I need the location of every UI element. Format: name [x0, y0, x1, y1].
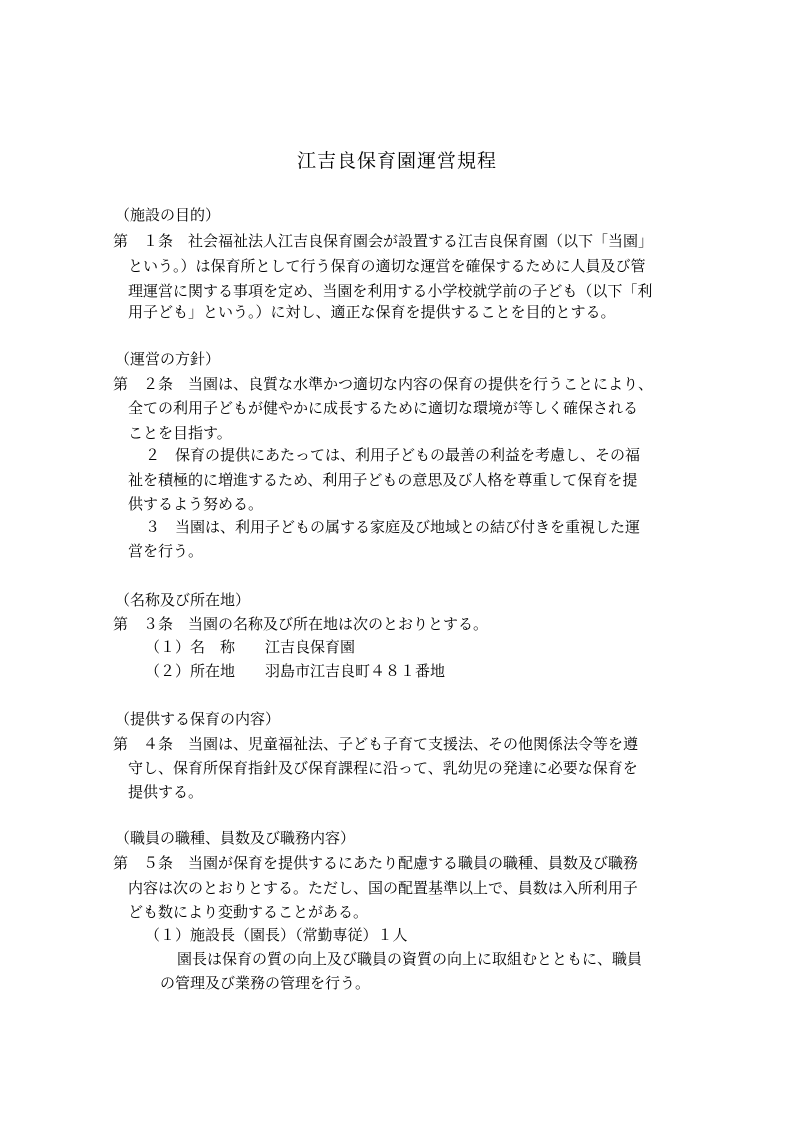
article-line: 全ての利用子どもが健やかに成長するために適切な環境が等しく確保される [128, 399, 639, 417]
article-line: の管理及び業務の管理を行う。 [160, 974, 371, 992]
article-line: ども数により変動することがある。 [128, 903, 369, 921]
article-heading: （提供する保育の内容） [115, 710, 281, 728]
article-line: ２ 保育の提供にあたっては、利用子どもの最善の利益を考慮し、その福 [145, 446, 641, 464]
article-heading: （職員の職種、員数及び職務内容） [115, 829, 356, 847]
article-line: 用子ども」という。）に対し、適正な保育を提供することを目的とする。 [128, 303, 616, 321]
document-title: 江吉良保育園運営規程 [296, 150, 497, 172]
article-line: という。）は保育所として行う保育の適切な運営を確保するために人員及び管 [128, 257, 646, 275]
article-line: （２）所在地 羽島市江吉良町４８１番地 [145, 662, 446, 680]
article-line: 供するよう努める。 [128, 495, 264, 513]
article-line: 守し、保育所保育指針及び保育課程に沿って、乳幼児の発達に必要な保育を [128, 759, 638, 777]
article-line: （１）名 称 江吉良保育園 [145, 638, 356, 656]
article-line: 園長は保育の質の向上及び職員の資質の向上に取組むとともに、職員 [177, 950, 643, 968]
article-line: ３ 当園は、利用子どもの属する家庭及び地域との結び付きを重視した運 [145, 518, 641, 536]
article-line: 第 ５条 当園が保育を提供するにあたり配慮する職員の職種、員数及び職務 [113, 854, 639, 872]
article-heading: （運営の方針） [115, 350, 221, 368]
article-line: 内容は次のとおりとする。ただし、国の配置基準以上で、員数は入所利用子 [128, 879, 638, 897]
article-line: 理運営に関する事項を定め、当園を利用する小学校就学前の子ども（以下「利 [128, 282, 653, 300]
article-line: （１）施設長（園長）（常勤専従）１人 [145, 926, 408, 944]
article-line: 第 １条 社会福祉法人江吉良保育園会が設置する江吉良保育園（以下「当園」 [113, 232, 654, 250]
article-line: 第 ４条 当園は、児童福祉法、子ども子育て支援法、その他関係法令等を遵 [113, 735, 639, 753]
article-line: 提供する。 [128, 783, 204, 801]
article-line: 第 ２条 当園は、良質な水準かつ適切な内容の保育の提供を行うことにより、 [113, 375, 654, 393]
article-line: 第 ３条 当園の名称及び所在地は次のとおりとする。 [113, 615, 489, 633]
article-line: ことを目指す。 [128, 424, 232, 442]
article-heading: （名称及び所在地） [115, 591, 251, 609]
article-line: 営を行う。 [128, 542, 204, 560]
article-line: 祉を積極的に増進するため、利用子どもの意思及び人格を尊重して保育を提 [128, 471, 638, 489]
article-heading: （施設の目的） [115, 206, 221, 224]
